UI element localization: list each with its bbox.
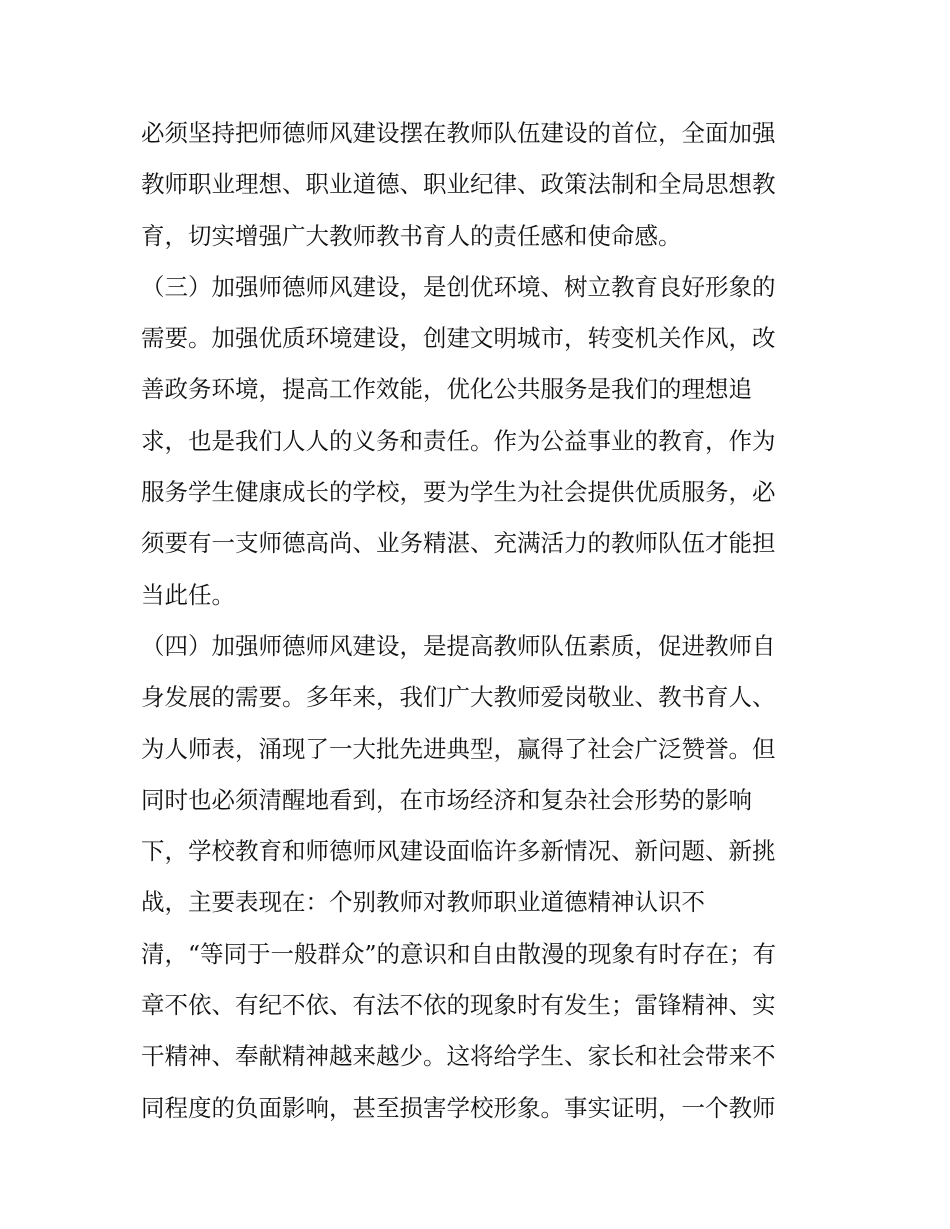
text-line: 同时也必须清醒地看到，在市场经济和复杂社会形势的影响: [141, 785, 752, 814]
text-line: 干精神、奉献精神越来越少。这将给学生、家长和社会带来不: [141, 1042, 776, 1071]
text-line: 需要。加强优质环境建设，创建文明城市，转变机关作风，改: [141, 324, 776, 353]
text-line: 教师职业理想、职业道德、职业纪律、政策法制和全局思想教: [141, 170, 776, 199]
section-four-heading-line: （四）加强师德师风建设，是提高教师队伍素质，促进教师自: [141, 631, 776, 660]
text-line: 须要有一支师德高尚、业务精湛、充满活力的教师队伍才能担: [141, 529, 776, 558]
text-line: 身发展的需要。多年来，我们广大教师爱岗敬业、教书育人、: [141, 683, 776, 712]
text-line: 下，学校教育和师德师风建设面临许多新情况、新问题、新挑: [141, 837, 776, 866]
text-line: 服务学生健康成长的学校，要为学生为社会提供优质服务，必: [141, 478, 776, 507]
section-three-heading-line: （三）加强师德师风建设，是创优环境、树立教育良好形象的: [141, 272, 776, 301]
text-line: 当此任。: [141, 580, 235, 609]
text-line: 为人师表，涌现了一大批先进典型，赢得了社会广泛赞誉。但: [141, 734, 776, 763]
text-line: 育，切实增强广大教师教书育人的责任感和使命感。: [141, 221, 682, 250]
text-line: 必须坚持把师德师风建设摆在教师队伍建设的首位，全面加强: [141, 119, 776, 147]
text-line: 善政务环境，提高工作效能，优化公共服务是我们的理想追: [141, 375, 752, 404]
text-line: 同程度的负面影响，甚至损害学校形象。事实证明，一个教师: [141, 1093, 776, 1122]
text-line: 战，主要表现在：个别教师对教师职业道德精神认识不: [141, 888, 705, 917]
text-line: 求，也是我们人人的义务和责任。作为公益事业的教育，作为: [141, 426, 776, 455]
text-line: 章不依、有纪不依、有法不依的现象时有发生；雷锋精神、实: [141, 991, 776, 1020]
text-line: 清，“等同于一般群众”的意识和自由散漫的现象有时存在；有: [141, 939, 777, 968]
body-text: [141, 110, 821, 1136]
